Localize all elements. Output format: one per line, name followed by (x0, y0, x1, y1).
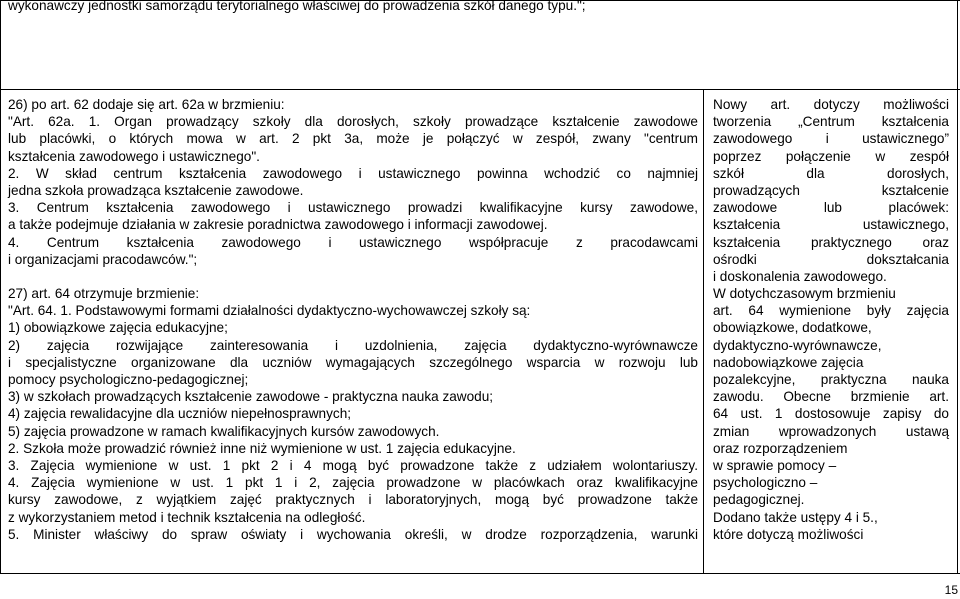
comment-text-line: kształcenia ustawicznego, (713, 217, 949, 233)
comment-text-line: oraz rozporządzeniem (713, 440, 848, 456)
comment-text-line: szkół dla dorosłych, (713, 165, 949, 181)
comment-text-line: Dodano także ustępy 4 i 5., (713, 509, 878, 525)
top-row-line: wykonawczy jednostki samorządu terytorialnego właściwej do prowadzenia szkół danego typu."; (8, 0, 586, 13)
comment-text-line: ośrodki dokształcania (713, 251, 949, 267)
comment-text-line: art. 64 wymienione były zajęcia (713, 303, 949, 319)
main-text-line: 2. W skład centrum kształcenia zawodowego i ustawicznego powinna wchodzić co najmniej (8, 165, 698, 181)
main-text-line: kursy zawodowe, z wyjątkiem zajęć praktycznych i laboratoryjnych, mogą być prowadzone także (8, 492, 698, 508)
main-text-line: 5) zajęcia prowadzone w ramach kwalifikacyjnych kursów zawodowych. (8, 423, 440, 439)
main-text-line: a także podejmuje działania w zakresie poradnictwa zawodowego i informacji zawodowej. (8, 217, 548, 233)
comment-text-line: które dotyczą możliwości (713, 526, 864, 542)
main-text-line: lub placówki, o których mowa w art. 2 pkt 3a, może je połączyć w zespół, zwany "centrum (8, 131, 698, 147)
comment-text-line: w sprawie pomocy – (713, 457, 837, 473)
comment-text-line: kształcenia praktycznego oraz (713, 234, 949, 250)
main-text-line: 3) w szkołach prowadzących kształcenie zawodowe - praktyczna nauka zawodu; (8, 389, 494, 405)
main-text-line: "Art. 64. 1. Podstawowymi formami działalności dydaktyczno-wychowawczej szkoły są: (8, 303, 531, 319)
page-number: 15 (944, 583, 958, 597)
comment-text-line: zawodu. Obecne brzmienie art. (713, 389, 949, 405)
comment-text-line: pedagogicznej. (713, 492, 805, 508)
main-text-line: 26) po art. 62 dodaje się art. 62a w brzmieniu: (8, 97, 285, 112)
main-text-line: 5. Minister właściwy do spraw oświaty i wychowania określi, w drodze rozporządzenia, warunki (8, 526, 698, 542)
row-divider (0, 89, 960, 90)
comment-text-line: pozalekcyjne, praktyczna nauka (713, 372, 949, 387)
comment-text-line: tworzenia „Centrum kształcenia (713, 114, 949, 130)
comment-text-line: psychologiczno – (713, 475, 818, 491)
main-text-line: 3. Zajęcia wymienione w ust. 1 pkt 2 i 4 mogą być prowadzone także z udziałem wolontariuszy. (8, 457, 698, 473)
comment-text-cell (713, 96, 949, 543)
comment-text-line: W dotychczasowym brzmieniu (713, 286, 896, 302)
main-text-line: 2. Szkoła może prowadzić również inne niż wymienione w ust. 1 zajęcia edukacyjne. (8, 440, 516, 456)
comment-text-line: zawodowe lub placówek: (713, 200, 949, 216)
table-left-border (0, 0, 1, 574)
comment-text-line: zmian wprowadzonych ustawą (713, 423, 949, 439)
main-text-line: kształcenia zawodowego i ustawicznego". (8, 148, 260, 164)
main-text-line: 4) zajęcia rewalidacyjne dla uczniów niepełnosprawnych; (8, 406, 352, 422)
comment-text-line: Nowy art. dotyczy możliwości (713, 97, 949, 112)
table-right-border (957, 0, 958, 574)
top-row-cell (8, 0, 698, 14)
main-text-line: 4. Zajęcia wymienione w ust. 1 pkt 1 i 2, zajęcia prowadzone w placówkach oraz kwalifikacyjne (8, 475, 698, 491)
main-text-line: i organizacjami pracodawców."; (8, 251, 198, 267)
comment-text-line: obowiązkowe, dodatkowe, (713, 320, 872, 336)
comment-text-line: dydaktyczno-wyrównawcze, (713, 337, 882, 353)
table-bottom-border (0, 573, 960, 574)
comment-text-line: zawodowego i ustawicznego” (713, 131, 949, 147)
main-text-line: jedna szkoła prowadząca kształcenie zawodowe. (8, 182, 304, 198)
main-text-line: 2) zajęcia rozwijające zainteresowania i uzdolnienia, zajęcia dydaktyczno-wyrównawcze (8, 337, 698, 353)
main-text-line: 4. Centrum kształcenia zawodowego i ustawicznego współpracuje z pracodawcami (8, 234, 698, 250)
comment-text-line: prowadzących kształcenie (713, 182, 949, 198)
main-text-line: i specjalistyczne organizowane dla uczniów wymagających szczególnego wsparcia w rozwoju lub (8, 354, 698, 370)
comment-text-line: nadobowiązkowe zajęcia (713, 354, 864, 370)
comment-text-line: 64 ust. 1 dostosowuje zapisy do (713, 406, 949, 422)
main-text-line: 1) obowiązkowe zajęcia edukacyjne; (8, 320, 228, 336)
comment-text-line: i doskonalenia zawodowego. (713, 268, 887, 284)
main-text-cell (8, 96, 698, 543)
main-text-line: 3. Centrum kształcenia zawodowego i ustawicznego prowadzi kwalifikacyjne kursy zawodowe, (8, 200, 698, 216)
main-text-line: z wykorzystaniem metod i technik kształcenia na odległość. (8, 509, 366, 525)
comment-text-line: poprzez połączenie w zespół (713, 148, 949, 164)
blank-line (8, 268, 698, 285)
column-divider (703, 89, 704, 574)
main-text-line: 27) art. 64 otrzymuje brzmienie: (8, 286, 200, 302)
main-text-line: pomocy psychologiczno-pedagogicznej; (8, 372, 249, 387)
main-text-line: "Art. 62a. 1. Organ prowadzący szkoły dla dorosłych, szkoły prowadzące kształcenie zawodowe (8, 114, 698, 130)
